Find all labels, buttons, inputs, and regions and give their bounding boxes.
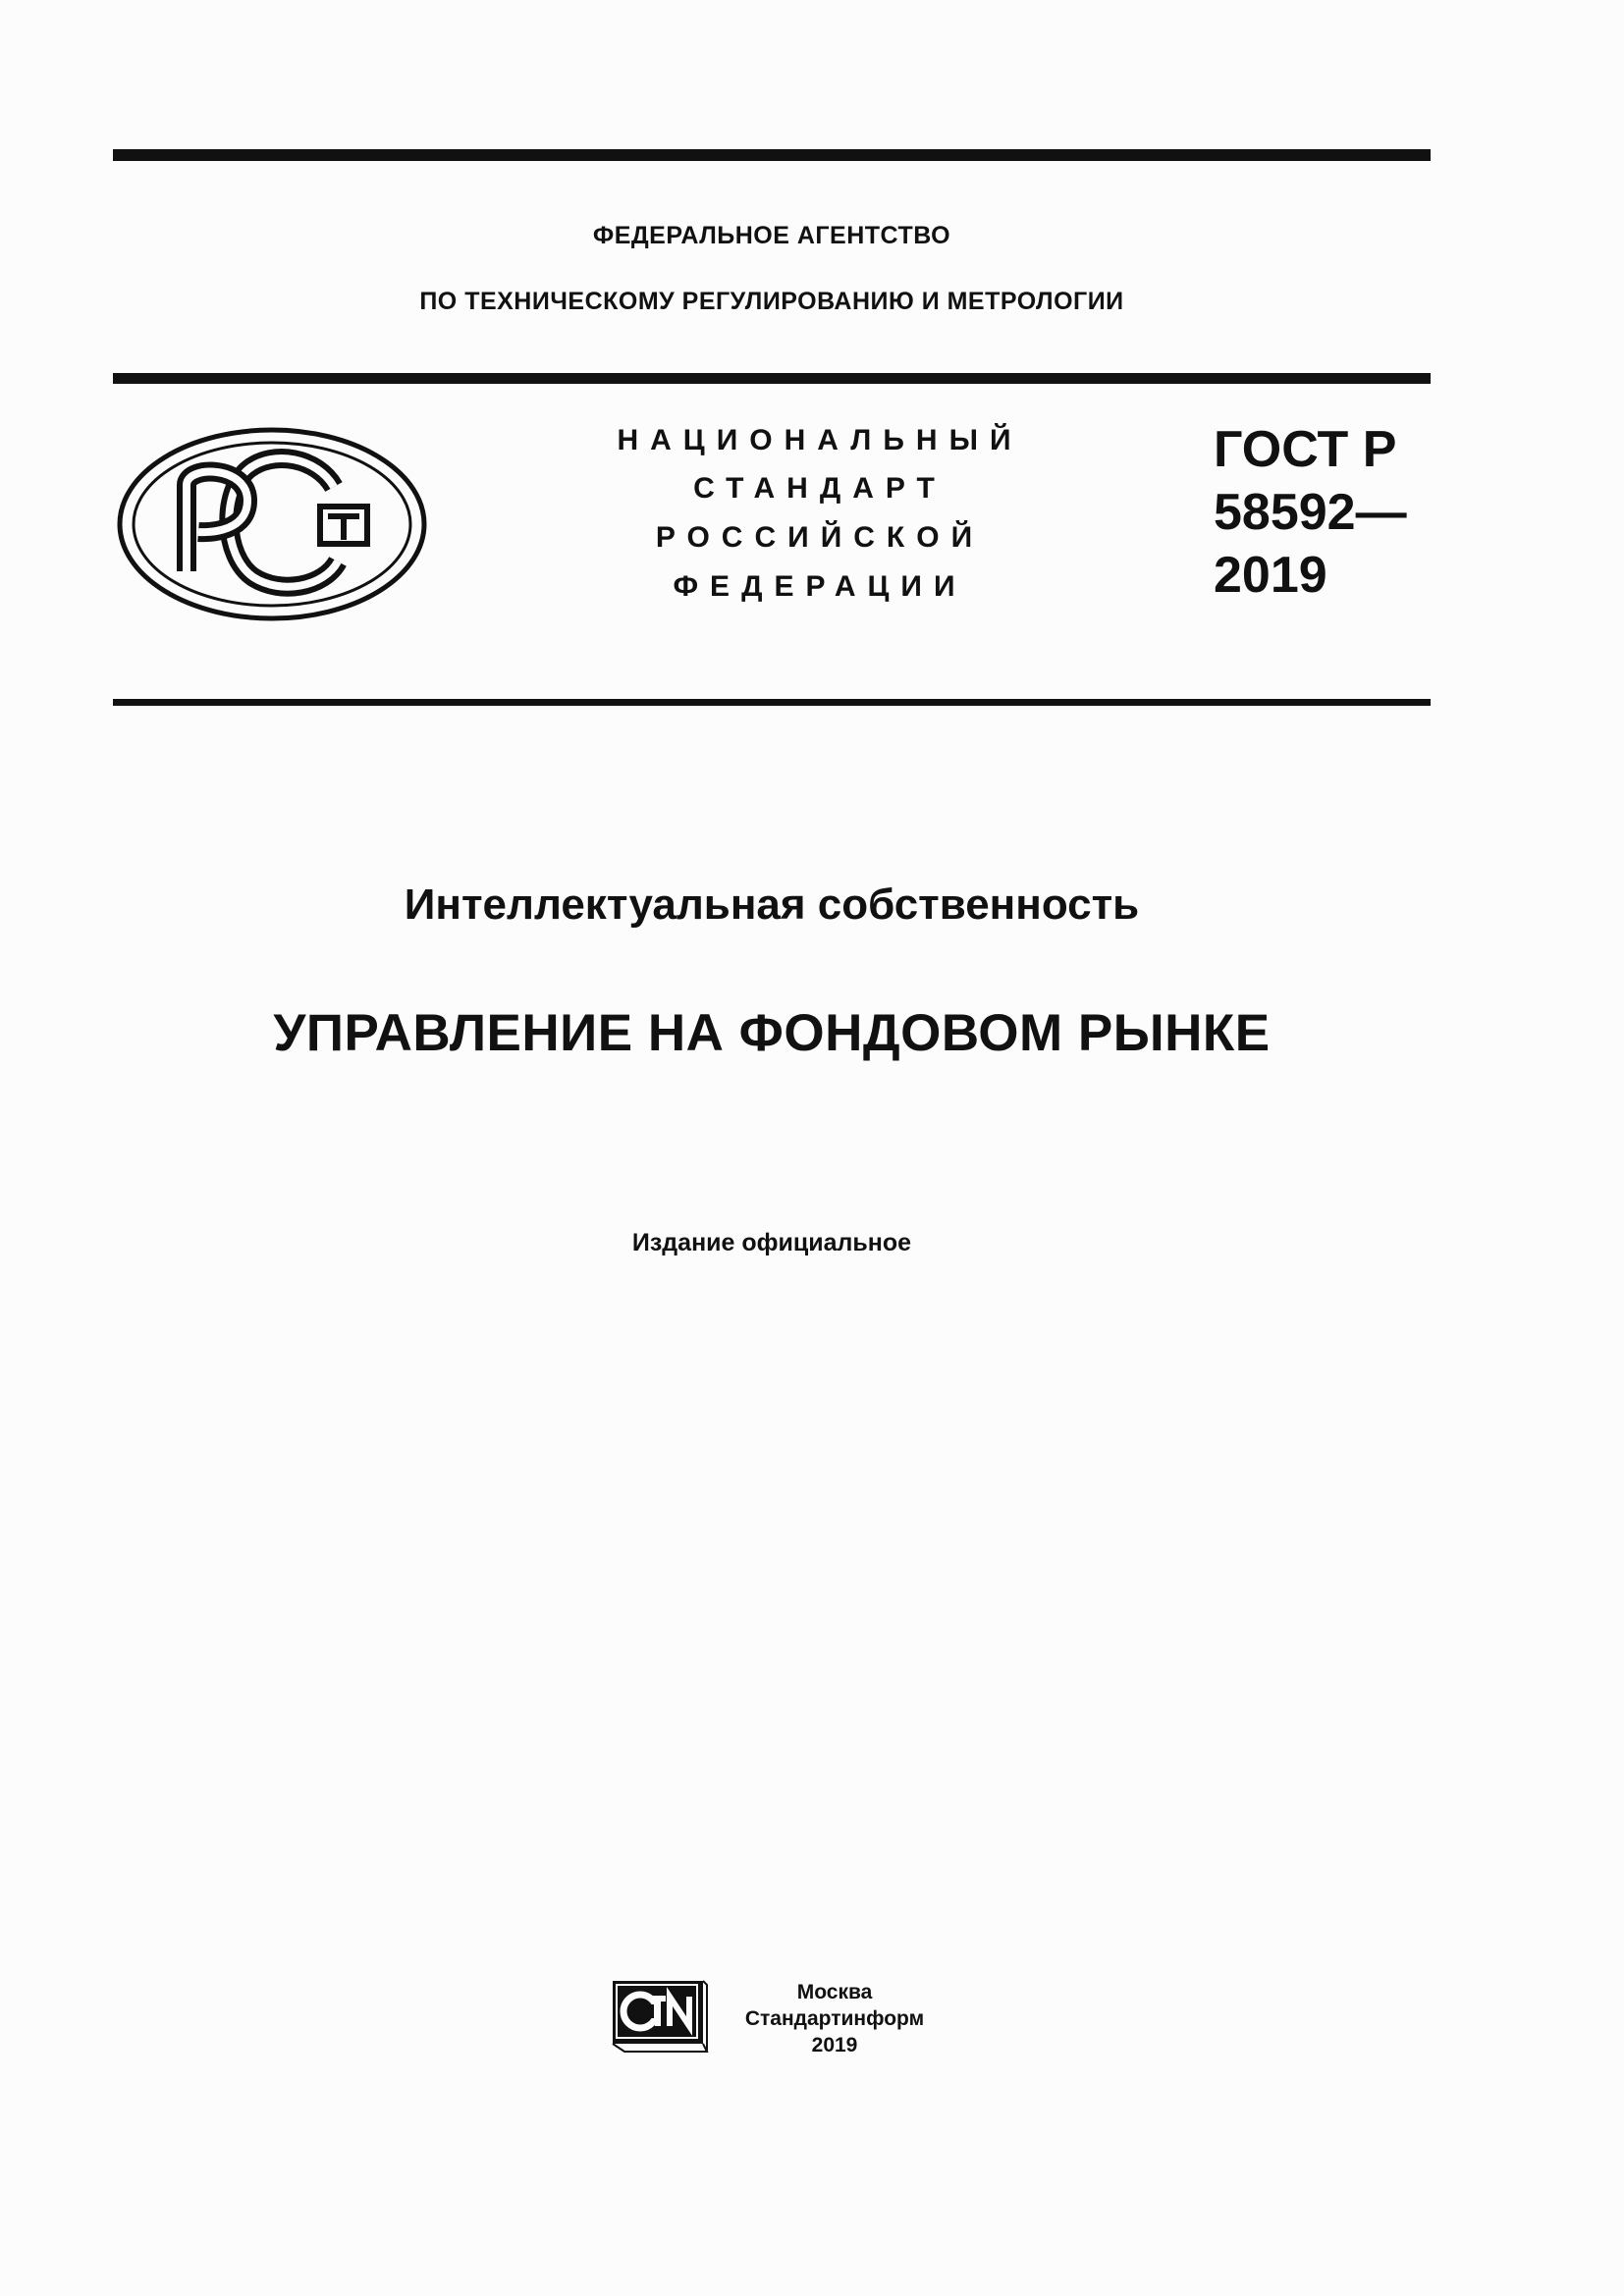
header-divider [113,373,1431,384]
standartinform-logo-icon [611,1975,709,2054]
top-divider [113,149,1431,161]
designation-line-1: ГОСТ Р [1214,421,1397,478]
imprint-city: Москва [796,1981,873,2003]
section-divider [113,699,1431,706]
document-subject: Интеллектуальная собственность [404,881,1140,929]
standard-type-line-1: НАЦИОНАЛЬНЫЙ [617,424,1023,456]
imprint-publisher: Стандартинформ [744,2007,925,2030]
agency-line-2: ПО ТЕХНИЧЕСКОМУ РЕГУЛИРОВАНИЮ И МЕТРОЛОГИИ [419,288,1124,315]
standard-designation [1214,418,1407,607]
standard-type-line-2: СТАНДАРТ [693,472,947,505]
standard-type-line-4: ФЕДЕРАЦИИ [673,570,967,603]
designation-line-3: 2019 [1214,547,1327,604]
imprint-year: 2019 [811,2034,858,2056]
edition-label: Издание официальное [631,1229,912,1256]
imprint [727,1979,943,2058]
rst-logo-icon [116,426,428,622]
document-title: УПРАВЛЕНИЕ НА ФОНДОВОМ РЫНКЕ [273,1004,1271,1062]
designation-line-2: 58592— [1214,484,1407,541]
agency-line-1: ФЕДЕРАЛЬНОЕ АГЕНТСТВО [592,222,951,249]
standard-type-line-3: РОССИЙСКОЙ [655,521,985,554]
